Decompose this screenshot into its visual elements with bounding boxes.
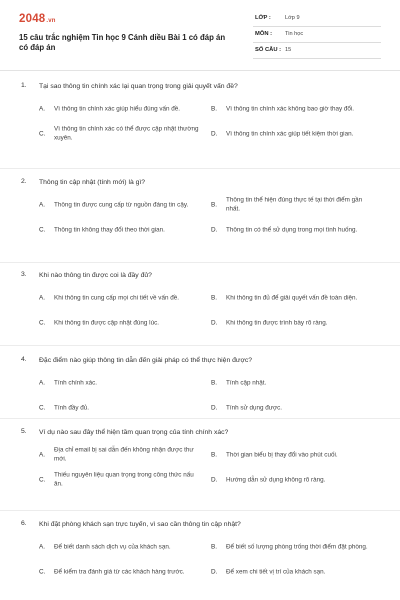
answer-option-a[interactable] <box>39 193 211 217</box>
question-number: 2. <box>21 178 27 185</box>
option-label: D. <box>211 404 218 412</box>
option-label: B. <box>211 294 218 302</box>
answer-option-c[interactable] <box>39 311 211 335</box>
answer-option-c[interactable] <box>39 468 211 492</box>
answer-option-a[interactable] <box>39 535 211 559</box>
option-text: Tính đầy đủ. <box>54 404 90 412</box>
option-text: Thông tin không thay đổi theo thời gian. <box>54 226 165 234</box>
option-label: D. <box>211 476 218 484</box>
option-text: Khi thông tin cung cấp mọi chi tiết về vấn đề. <box>54 294 179 302</box>
option-label: A. <box>39 543 46 551</box>
option-label: A. <box>39 294 46 302</box>
option-label: D. <box>211 226 218 234</box>
question-text: Khi đặt phòng khách sạn trực tuyến, vì sao cần thông tin cập nhật? <box>39 521 241 528</box>
option-label: C. <box>39 319 46 327</box>
option-label: A. <box>39 379 46 387</box>
header-divider <box>0 70 400 71</box>
meta-question-count-key: SỐ CÂU : <box>255 47 282 53</box>
option-text: Thông tin thể hiện đúng thực tế tại thời điểm gần nhất. <box>226 196 363 213</box>
answer-option-a[interactable] <box>39 371 211 395</box>
option-label: B. <box>211 451 218 459</box>
answer-option-c[interactable] <box>39 396 211 420</box>
option-label: B. <box>211 379 218 387</box>
answer-option-a[interactable] <box>39 97 211 121</box>
answer-option-d[interactable] <box>211 311 383 335</box>
option-text: Vì thông tin chính xác giúp hiểu đúng vấn đề. <box>54 105 181 113</box>
answer-option-b[interactable] <box>211 97 383 121</box>
question-number: 4. <box>21 356 27 363</box>
answer-option-c[interactable] <box>39 122 211 146</box>
option-label: D. <box>211 319 218 327</box>
answer-option-a[interactable] <box>39 286 211 310</box>
logo-suffix: .vn <box>46 18 56 24</box>
answer-option-d[interactable] <box>211 122 383 146</box>
option-text: Khi thông tin được trình bày rõ ràng. <box>226 319 328 327</box>
meta-subject-key: MÔN : <box>255 31 273 37</box>
question-number: 5. <box>21 428 27 435</box>
option-text: Để biết số lượng phòng trống thời điểm đặt phòng. <box>226 543 368 551</box>
option-text: Vì thông tin chính xác có thể được cập nhật thường xuyên. <box>54 125 199 142</box>
answer-option-c[interactable] <box>39 560 211 584</box>
meta-grade <box>253 13 381 27</box>
option-label: D. <box>211 568 218 576</box>
question-number: 6. <box>21 520 27 527</box>
option-label: C. <box>39 476 46 484</box>
page-header <box>0 0 400 68</box>
answer-option-d[interactable] <box>211 468 383 492</box>
option-text: Khi thông tin được cập nhật đúng lúc. <box>54 319 159 327</box>
option-text: Để kiểm tra đánh giá từ các khách hàng trước. <box>54 568 185 576</box>
question-separator <box>0 168 400 169</box>
question-number: 1. <box>21 82 27 89</box>
question-text: Khi nào thông tin được coi là đầy đủ? <box>39 272 152 279</box>
option-text: Để biết danh sách dịch vụ của khách sạn. <box>54 543 171 551</box>
question-text: Tại sao thông tin chính xác lại quan trọng trong giải quyết vấn đề? <box>39 83 238 90</box>
answer-option-b[interactable] <box>211 535 383 559</box>
option-label: B. <box>211 105 218 113</box>
option-text: Hướng dẫn sử dụng không rõ ràng. <box>226 476 326 484</box>
answer-option-b[interactable] <box>211 443 383 467</box>
option-text: Vì thông tin chính xác giúp tiết kiệm thời gian. <box>226 130 354 138</box>
option-label: B. <box>211 201 218 209</box>
answer-option-d[interactable] <box>211 396 383 420</box>
question-separator <box>0 510 400 511</box>
question-text: Ví dụ nào sau đây thể hiện tầm quan trọng của tính chính xác? <box>39 429 229 436</box>
option-text: Tính cập nhật. <box>226 379 267 387</box>
meta-grade-value: Lớp 9 <box>285 15 300 21</box>
option-label: C. <box>39 130 46 138</box>
logo-text: 2048 <box>19 13 46 25</box>
question-number: 3. <box>21 271 27 278</box>
option-label: D. <box>211 130 218 138</box>
question-separator <box>0 345 400 346</box>
meta-question-count-value: 15 <box>285 47 292 53</box>
option-label: A. <box>39 201 46 209</box>
option-text: Thiếu nguyên liệu quan trọng trong công thức nấu ăn. <box>54 471 194 488</box>
meta-question-count <box>253 45 381 59</box>
answer-option-a[interactable] <box>39 443 211 467</box>
option-text: Tính chính xác. <box>54 379 98 387</box>
option-label: C. <box>39 568 46 576</box>
option-text: Khi thông tin đủ để giải quyết vấn đề toàn diện. <box>226 294 358 302</box>
option-label: B. <box>211 543 218 551</box>
option-text: Thời gian biểu bị thay đổi vào phút cuối. <box>226 451 338 459</box>
meta-subject-value: Tin học <box>285 31 304 37</box>
answer-option-b[interactable] <box>211 371 383 395</box>
option-text: Thông tin có thể sử dụng trong mọi tình huống. <box>226 226 358 234</box>
answer-option-d[interactable] <box>211 218 383 242</box>
site-logo[interactable] <box>19 13 56 25</box>
question-separator <box>0 418 400 419</box>
option-text: Tính sử dụng được. <box>226 404 282 412</box>
question-text: Đặc điểm nào giúp thông tin dẫn đến giải pháp có thể thực hiện được? <box>39 357 253 364</box>
answer-option-c[interactable] <box>39 218 211 242</box>
option-label: A. <box>39 451 46 459</box>
answer-option-b[interactable] <box>211 193 383 217</box>
meta-subject <box>253 29 381 43</box>
question-text: Thông tin cập nhật (tính mới) là gì? <box>39 179 146 186</box>
answer-option-d[interactable] <box>211 560 383 584</box>
option-label: C. <box>39 404 46 412</box>
meta-grade-key: LỚP : <box>255 15 271 21</box>
option-label: A. <box>39 105 46 113</box>
option-text: Để xem chi tiết vị trí của khách sạn. <box>226 568 326 576</box>
option-text: Địa chỉ email bị sai dẫn đến không nhận được thư mới. <box>54 446 194 463</box>
document-title: 15 câu trắc nghiệm Tin học 9 Cánh diều Bài 1 có đáp án có đáp án <box>19 33 226 52</box>
option-label: C. <box>39 226 46 234</box>
answer-option-b[interactable] <box>211 286 383 310</box>
question-separator <box>0 262 400 263</box>
option-text: Vì thông tin chính xác không bao giờ thay đổi. <box>226 105 355 113</box>
option-text: Thông tin được cung cấp từ nguồn đáng tin cậy. <box>54 201 189 209</box>
